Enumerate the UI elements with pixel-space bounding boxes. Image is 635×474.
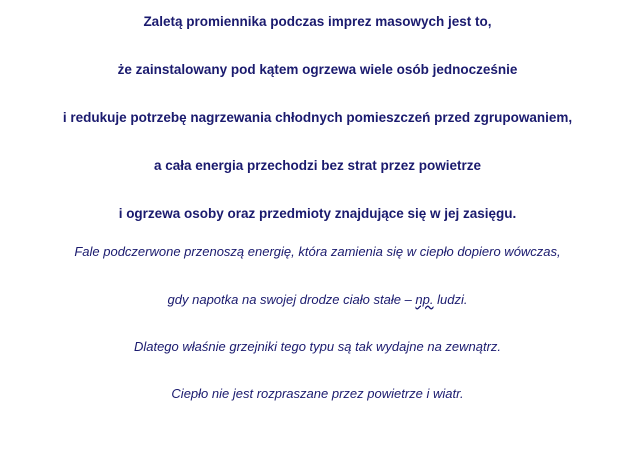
text-line: i redukuje potrzebę nagrzewania chłodnych pomieszczeń przed zgrupowaniem, xyxy=(62,109,573,125)
italic-paragraph xyxy=(18,244,617,402)
text-line: a cała energia przechodzi bez strat przez powietrze xyxy=(153,157,482,173)
text-line-with-spellcheck xyxy=(18,292,617,308)
paragraph-spacer xyxy=(18,222,617,244)
text-segment-before: gdy napotka na swojej drodze ciało stałe – xyxy=(167,291,416,307)
text-line: Dlatego właśnie grzejniki tego typu są tak wydajne na zewnątrz. xyxy=(133,338,502,354)
text-line: i ogrzewa osoby oraz przedmioty znajdujące się w jej zasięgu. xyxy=(118,205,517,221)
text-segment-after: ludzi. xyxy=(433,291,468,307)
bold-paragraph xyxy=(18,14,617,222)
text-line: Fale podczerwone przenoszą energię, która zamienia się w ciepło dopiero wówczas, xyxy=(74,244,561,260)
text-line: Ciepło nie jest rozpraszane przez powietrze i wiatr. xyxy=(171,386,464,402)
text-line: że zainstalowany pod kątem ogrzewa wiele osób jednocześnie xyxy=(117,61,518,77)
spellcheck-marked-word: np. xyxy=(415,291,434,307)
text-line: Zaletą promiennika podczas imprez masowych jest to, xyxy=(143,14,492,29)
